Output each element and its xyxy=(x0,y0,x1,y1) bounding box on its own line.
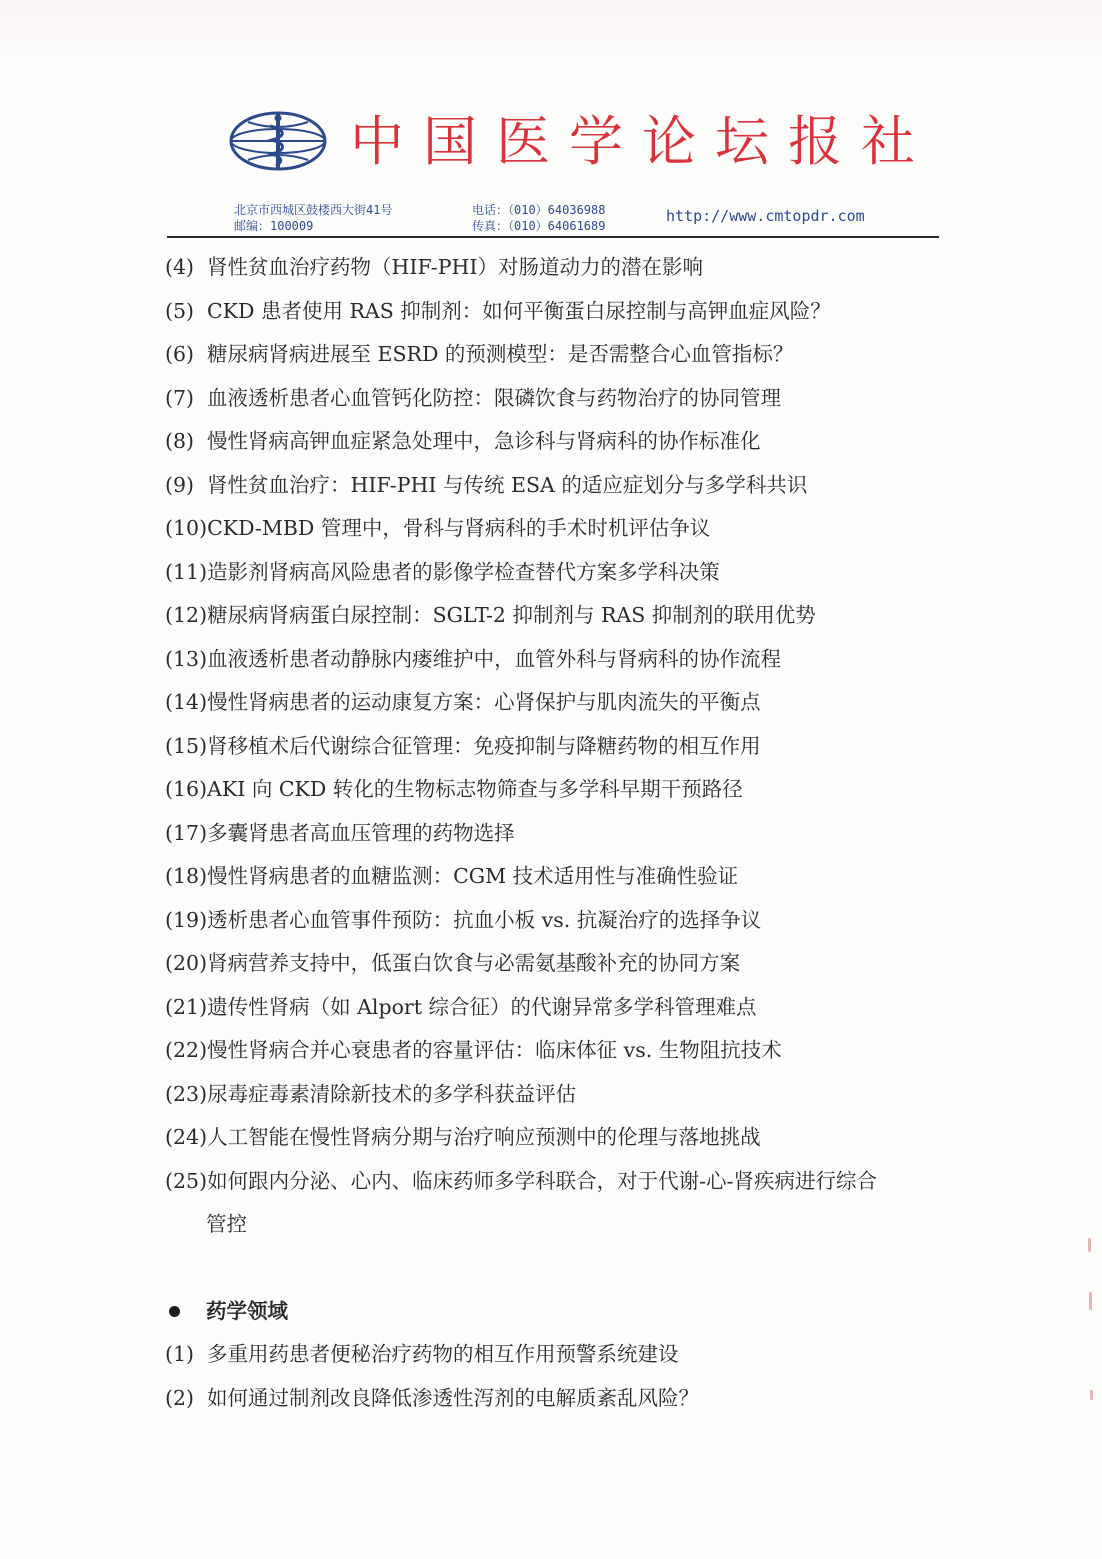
item-number: (21) xyxy=(165,994,208,1019)
item-text: 慢性肾病高钾血症紧急处理中，急诊科与肾病科的协作标准化 xyxy=(207,429,761,453)
pharmacy-list xyxy=(165,1333,955,1420)
list-item xyxy=(165,725,955,769)
list-item xyxy=(165,1073,955,1117)
item-number: (6) xyxy=(165,342,195,366)
bullet-icon xyxy=(169,1306,180,1317)
section-title: 药学领域 xyxy=(206,1298,288,1323)
item-text: CKD 患者使用 RAS 抑制剂：如何平衡蛋白尿控制与高钾血症风险？ xyxy=(207,298,831,323)
item-number: (13) xyxy=(165,646,208,671)
item-text: 血液透析患者心血管钙化防控：限磷饮食与药物治疗的协同管理 xyxy=(207,385,781,410)
scan-tint xyxy=(0,0,1102,60)
address-line: 北京市西城区鼓楼西大街41号 xyxy=(234,203,393,217)
item-text: 人工智能在慢性肾病分期与治疗响应预测中的伦理与落地挑战 xyxy=(207,1125,761,1149)
list-item xyxy=(165,464,955,508)
globe-caduceus-logo-icon xyxy=(228,110,328,172)
website-link[interactable]: http://www.cmtopdr.com xyxy=(666,207,865,225)
item-text: AKI 向 CKD 转化的生物标志物筛查与多学科早期干预路径 xyxy=(207,777,743,801)
list-item xyxy=(165,942,955,986)
list-item xyxy=(165,768,955,812)
item-number: (15) xyxy=(165,733,208,758)
item-text: CKD-MBD 管理中，骨科与肾病科的手术时机评估争议 xyxy=(207,516,711,540)
list-item xyxy=(165,638,955,682)
item-text: 糖尿病肾病蛋白尿控制：SGLT-2 抑制剂与 RAS 抑制剂的联用优势 xyxy=(207,603,816,627)
item-text: 糖尿病肾病进展至 ESRD 的预测模型：是否需整合心血管指标？ xyxy=(207,342,794,366)
item-text: 肾病营养支持中，低蛋白饮食与必需氨基酸补充的协同方案 xyxy=(207,951,741,975)
list-item xyxy=(165,986,955,1030)
address-block xyxy=(234,202,392,234)
item-number: (18) xyxy=(165,864,208,888)
item-number: (7) xyxy=(165,385,195,410)
item-text: 血液透析患者动静脉内瘘维护中，血管外科与肾病科的协作流程 xyxy=(207,646,782,671)
item-number: (24) xyxy=(165,1125,208,1149)
list-item xyxy=(165,1160,955,1204)
list-item xyxy=(165,681,955,725)
list-item xyxy=(165,377,955,421)
list-item xyxy=(165,899,955,943)
item-number: (2) xyxy=(165,1385,195,1410)
header-divider xyxy=(167,236,939,238)
item-number: (1) xyxy=(165,1342,195,1366)
item-number: (10) xyxy=(165,516,208,540)
item-number: (12) xyxy=(165,603,208,627)
list-item xyxy=(165,420,955,464)
item-number: (19) xyxy=(165,907,208,932)
fax-line: 传真：（010）64061689 xyxy=(472,219,606,233)
item-text: 肾移植术后代谢综合征管理：免疫抑制与降糖药物的相互作用 xyxy=(207,733,761,758)
item-number: (25) xyxy=(165,1168,208,1193)
list-item xyxy=(165,1029,955,1073)
item-number: (23) xyxy=(165,1081,208,1106)
item-text: 多重用药患者便秘治疗药物的相互作用预警系统建设 xyxy=(207,1342,679,1366)
list-item xyxy=(165,1116,955,1160)
phone-block xyxy=(472,202,605,234)
list-item xyxy=(165,290,955,334)
postcode-line: 邮编：100009 xyxy=(234,219,314,233)
nephrology-list xyxy=(165,246,955,1247)
item-number: (8) xyxy=(165,429,195,453)
list-item xyxy=(165,246,955,290)
item-number: (17) xyxy=(165,820,208,845)
item-number: (22) xyxy=(165,1038,208,1062)
item-text: 尿毒症毒素清除新技术的多学科获益评估 xyxy=(207,1081,577,1106)
item-text: 多囊肾患者高血压管理的药物选择 xyxy=(207,820,515,845)
topic-list xyxy=(165,246,955,1420)
item-text-continuation: 管控 xyxy=(206,1212,247,1236)
list-item xyxy=(165,1333,955,1377)
item-number: (20) xyxy=(165,951,208,975)
item-number: (4) xyxy=(165,255,195,279)
scan-mark xyxy=(1089,1292,1092,1310)
org-name: 中国医学论坛报社 xyxy=(350,110,934,173)
list-item xyxy=(165,507,955,551)
item-text: 造影剂肾病高风险患者的影像学检查替代方案多学科决策 xyxy=(207,559,720,584)
scan-mark xyxy=(1088,1238,1091,1252)
list-item xyxy=(165,594,955,638)
item-number: (14) xyxy=(165,690,208,714)
phone-line: 电话：（010）64036988 xyxy=(472,203,606,217)
section-heading-pharmacy xyxy=(165,1290,955,1334)
item-text: 透析患者心血管事件预防：抗血小板 vs. 抗凝治疗的选择争议 xyxy=(207,907,762,932)
list-item xyxy=(165,1377,955,1421)
item-text: 遗传性肾病（如 Alport 综合征）的代谢异常多学科管理难点 xyxy=(207,994,757,1019)
list-item xyxy=(165,812,955,856)
list-item xyxy=(165,551,955,595)
list-item xyxy=(165,333,955,377)
item-number: (5) xyxy=(165,298,195,323)
item-number: (11) xyxy=(165,559,208,584)
item-text: 慢性肾病合并心衰患者的容量评估：临床体征 vs. 生物阻抗技术 xyxy=(207,1038,782,1062)
item-text: 肾性贫血治疗：HIF-PHI 与传统 ESA 的适应症划分与多学科共识 xyxy=(207,472,808,497)
item-number: (9) xyxy=(165,472,195,497)
list-item xyxy=(165,855,955,899)
item-text: 如何通过制剂改良降低渗透性泻剂的电解质紊乱风险？ xyxy=(207,1385,699,1410)
item-number: (16) xyxy=(165,777,208,801)
item-text: 如何跟内分泌、心内、临床药师多学科联合，对于代谢-心-肾疾病进行综合 xyxy=(207,1168,877,1193)
item-text: 慢性肾病患者的血糖监测：CGM 技术适用性与准确性验证 xyxy=(207,864,739,888)
scan-mark xyxy=(1090,1390,1093,1400)
item-text: 慢性肾病患者的运动康复方案：心肾保护与肌肉流失的平衡点 xyxy=(207,690,761,714)
item-text: 肾性贫血治疗药物（HIF-PHI）对肠道动力的潜在影响 xyxy=(207,255,703,279)
